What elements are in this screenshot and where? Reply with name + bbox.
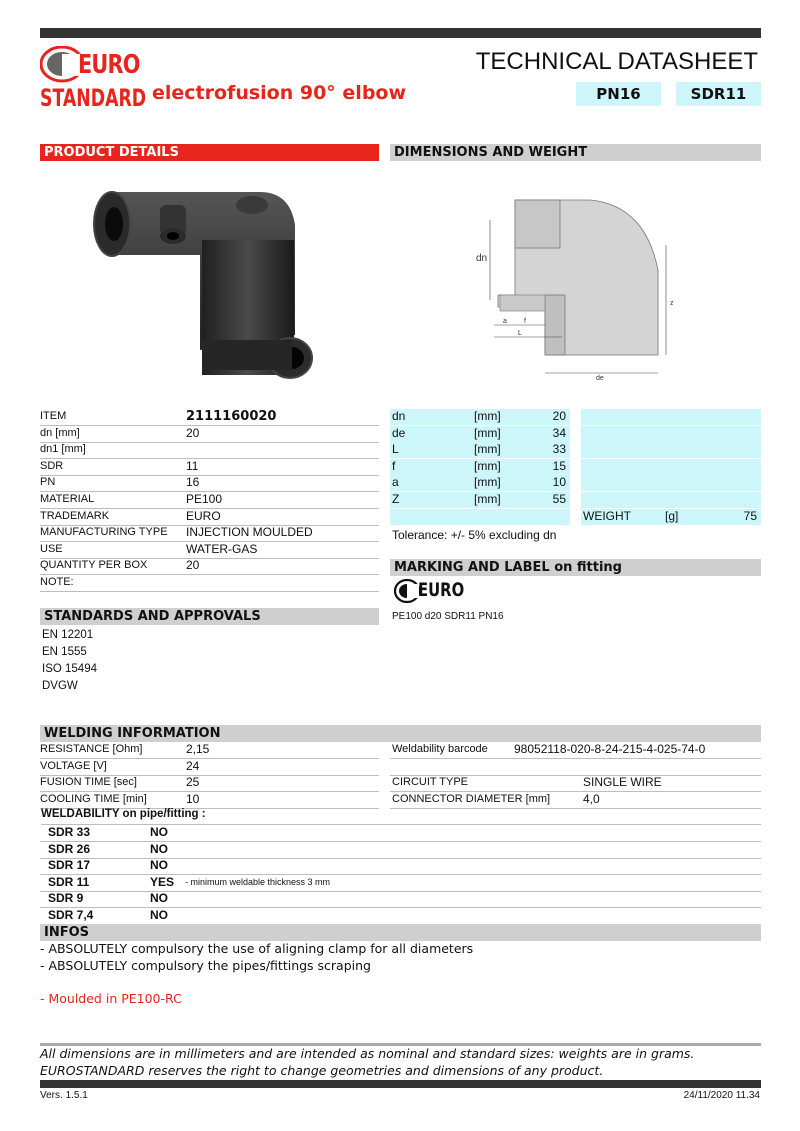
- detail-label: MANUFACTURING TYPE: [40, 526, 168, 539]
- weight-label: WEIGHT: [583, 508, 631, 523]
- sdr-badge: SDR11: [676, 82, 761, 106]
- dimension-value: 55: [552, 492, 566, 506]
- eurostandard-logo: [40, 46, 147, 112]
- dimension-value: 20: [552, 409, 566, 423]
- drawing-de-label: de: [596, 375, 604, 382]
- weldability-row: [40, 908, 761, 925]
- detail-label: SDR: [40, 459, 64, 472]
- marking-text: PE100 d20 SDR11 PN16: [392, 611, 504, 622]
- detail-value: 2111160020: [186, 409, 277, 424]
- weldability-row: [40, 842, 761, 859]
- detail-label: dn1 [mm]: [40, 443, 86, 456]
- dimension-row-empty: [390, 509, 570, 525]
- marking-header: MARKING AND LABEL on fitting: [390, 559, 761, 576]
- detail-value: 16: [186, 475, 200, 490]
- weight-value: 75: [743, 508, 757, 523]
- detail-value: EURO: [186, 508, 221, 523]
- dimension-row-extra: [581, 475, 761, 492]
- product-photo: [90, 180, 320, 380]
- weldability-result: NO: [150, 858, 168, 873]
- dimension-row-extra: [581, 409, 761, 426]
- dimension-unit: [mm]: [474, 442, 501, 457]
- standard-item: EN 12201: [42, 629, 94, 641]
- dimension-unit: [mm]: [474, 425, 501, 440]
- dimension-name: Z: [392, 492, 400, 506]
- weldability-sdr: SDR 26: [48, 841, 91, 856]
- detail-row: [40, 575, 379, 592]
- weight-unit: [g]: [665, 508, 679, 523]
- dimension-value: 10: [552, 475, 566, 490]
- top-bar: [40, 28, 761, 38]
- welding-row: [390, 742, 761, 759]
- info-red-line: - Moulded in PE100-RC: [40, 991, 182, 1006]
- weldability-sdr: SDR 9: [48, 891, 84, 906]
- detail-row: [40, 475, 379, 492]
- welding-value: 2,15: [186, 742, 210, 756]
- detail-label: USE: [40, 542, 63, 555]
- detail-value: WATER-GAS: [186, 541, 258, 556]
- welding-row: [390, 759, 761, 776]
- detail-row: [40, 525, 379, 542]
- drawing-L-label: L: [518, 330, 522, 337]
- weldability-title: WELDABILITY on pipe/fitting :: [41, 808, 761, 825]
- dimension-unit: [mm]: [474, 492, 501, 506]
- detail-row: [40, 459, 379, 476]
- footer-note-1: All dimensions are in millimeters and are intended as nominal and standard sizes: weights are in grams.: [40, 1046, 695, 1061]
- dimension-drawing: [470, 185, 680, 385]
- detail-row: [40, 509, 379, 526]
- detail-label: NOTE:: [40, 576, 74, 588]
- dimension-name: f: [392, 458, 396, 473]
- dimension-unit: [mm]: [474, 458, 501, 473]
- detail-label: TRADEMARK: [40, 509, 110, 522]
- dimension-row-extra: [581, 442, 761, 459]
- detail-row: [40, 442, 379, 459]
- welding-row: [390, 792, 761, 809]
- welding-label: COOLING TIME [min]: [40, 792, 147, 805]
- dimension-row-extra: [581, 492, 761, 509]
- dimension-unit: [mm]: [474, 409, 501, 423]
- detail-label: ITEM: [40, 410, 67, 422]
- detail-label: MATERIAL: [40, 493, 95, 505]
- standards-list: [42, 627, 97, 695]
- detail-row: [40, 409, 379, 426]
- dimension-value: 33: [552, 442, 566, 457]
- welding-value: 98052118-020-8-24-215-4-025-74-0: [514, 742, 706, 756]
- marking-logo-text: EURO: [418, 579, 465, 601]
- bottom-bar: [40, 1080, 761, 1088]
- detail-value: 20: [186, 425, 200, 440]
- standard-item: EN 1555: [42, 646, 87, 658]
- weldability-result: NO: [150, 825, 168, 839]
- detail-value: PE100: [186, 492, 223, 506]
- marking-logo: [394, 578, 466, 604]
- welding-row: [40, 742, 379, 759]
- welding-label: CIRCUIT TYPE: [392, 776, 468, 789]
- dimension-row: [390, 459, 570, 476]
- standard-item: ISO 15494: [42, 663, 97, 675]
- drawing-z-label: z: [670, 300, 674, 307]
- dimension-name: a: [392, 475, 399, 490]
- weldability-sdr: SDR 11: [48, 874, 90, 889]
- dimension-row: [390, 475, 570, 492]
- welding-label: Weldability barcode: [392, 743, 488, 755]
- detail-row: [40, 492, 379, 509]
- detail-label: PN: [40, 476, 56, 489]
- standards-header: STANDARDS AND APPROVALS: [40, 608, 379, 625]
- detail-value: INJECTION MOULDED: [186, 525, 313, 540]
- dimension-unit: [mm]: [474, 475, 501, 490]
- infos-header: INFOS: [40, 924, 761, 941]
- welding-value: 24: [186, 758, 200, 773]
- weldability-sdr: SDR 7,4: [48, 908, 94, 922]
- weight-row: [581, 509, 761, 525]
- dimension-value: 34: [552, 425, 566, 440]
- weldability-sdr: SDR 33: [48, 825, 91, 839]
- weldability-row: [40, 891, 761, 908]
- welding-row: [40, 775, 379, 792]
- dimension-row: [390, 442, 570, 459]
- detail-row: [40, 558, 379, 575]
- pn-badge: PN16: [576, 82, 661, 106]
- welding-label: CONNECTOR DIAMETER [mm]: [392, 792, 551, 805]
- doc-title: TECHNICAL DATASHEET: [475, 48, 758, 75]
- dimension-row: [390, 426, 570, 443]
- dimension-row: [390, 492, 570, 509]
- version-label: Vers. 1.5.1: [40, 1090, 88, 1101]
- welding-label: VOLTAGE [V]: [40, 759, 107, 772]
- dimension-row-extra: [581, 459, 761, 476]
- drawing-a-label: a: [503, 318, 507, 325]
- dimension-row: [390, 409, 570, 426]
- info-line-1: - ABSOLUTELY compulsory the use of aligning clamp for all diameters: [40, 941, 474, 956]
- dimension-name: dn: [392, 409, 406, 423]
- tolerance-note: Tolerance: +/- 5% excluding dn: [392, 528, 557, 542]
- weldability-note: - minimum weldable thickness 3 mm: [185, 876, 331, 887]
- detail-row: [40, 426, 379, 443]
- dimension-row-extra: [581, 426, 761, 443]
- detail-label: QUANTITY PER BOX: [40, 559, 148, 572]
- logo-euro-text: EURO: [78, 50, 140, 80]
- detail-label: dn [mm]: [40, 426, 80, 439]
- welding-value: 25: [186, 775, 200, 790]
- weldability-sdr: SDR 17: [48, 858, 91, 873]
- welding-label: RESISTANCE [Ohm]: [40, 743, 143, 755]
- weldability-result: NO: [150, 891, 168, 906]
- drawing-dn-label: dn: [476, 253, 488, 264]
- detail-row: [40, 542, 379, 559]
- info-line-2: - ABSOLUTELY compulsory the pipes/fittings scraping: [40, 958, 371, 973]
- detail-value: 20: [186, 558, 200, 573]
- weldability-result: YES: [150, 874, 175, 889]
- date-label: 24/11/2020 11.34: [683, 1090, 760, 1101]
- welding-row: [40, 792, 379, 809]
- welding-row: [390, 775, 761, 792]
- dimensions-header: DIMENSIONS AND WEIGHT: [390, 144, 761, 161]
- product-details-header: PRODUCT DETAILS: [40, 144, 379, 161]
- logo-standard-text: STANDARD: [40, 84, 147, 112]
- drawing-f-label: f: [524, 318, 526, 325]
- welding-value: 4,0: [583, 791, 600, 806]
- weldability-row: [40, 858, 761, 875]
- welding-header: WELDING INFORMATION: [40, 725, 761, 742]
- footer-note-2: EUROSTANDARD reserves the right to change geometries and dimensions of any product.: [40, 1063, 604, 1078]
- weldability-result: NO: [150, 841, 168, 856]
- weldability-row: [40, 875, 761, 892]
- welding-value: SINGLE WIRE: [583, 775, 662, 790]
- product-name: electrofusion 90° elbow: [152, 82, 407, 104]
- weldability-row: [40, 825, 761, 842]
- dimension-name: L: [392, 442, 399, 457]
- standard-item: DVGW: [42, 680, 78, 692]
- welding-row: [40, 759, 379, 776]
- welding-value: 10: [186, 791, 200, 806]
- weldability-result: NO: [150, 908, 168, 922]
- welding-label: FUSION TIME [sec]: [40, 776, 137, 789]
- dimension-value: 15: [552, 458, 566, 473]
- detail-value: 11: [186, 458, 199, 473]
- dimension-name: de: [392, 425, 406, 440]
